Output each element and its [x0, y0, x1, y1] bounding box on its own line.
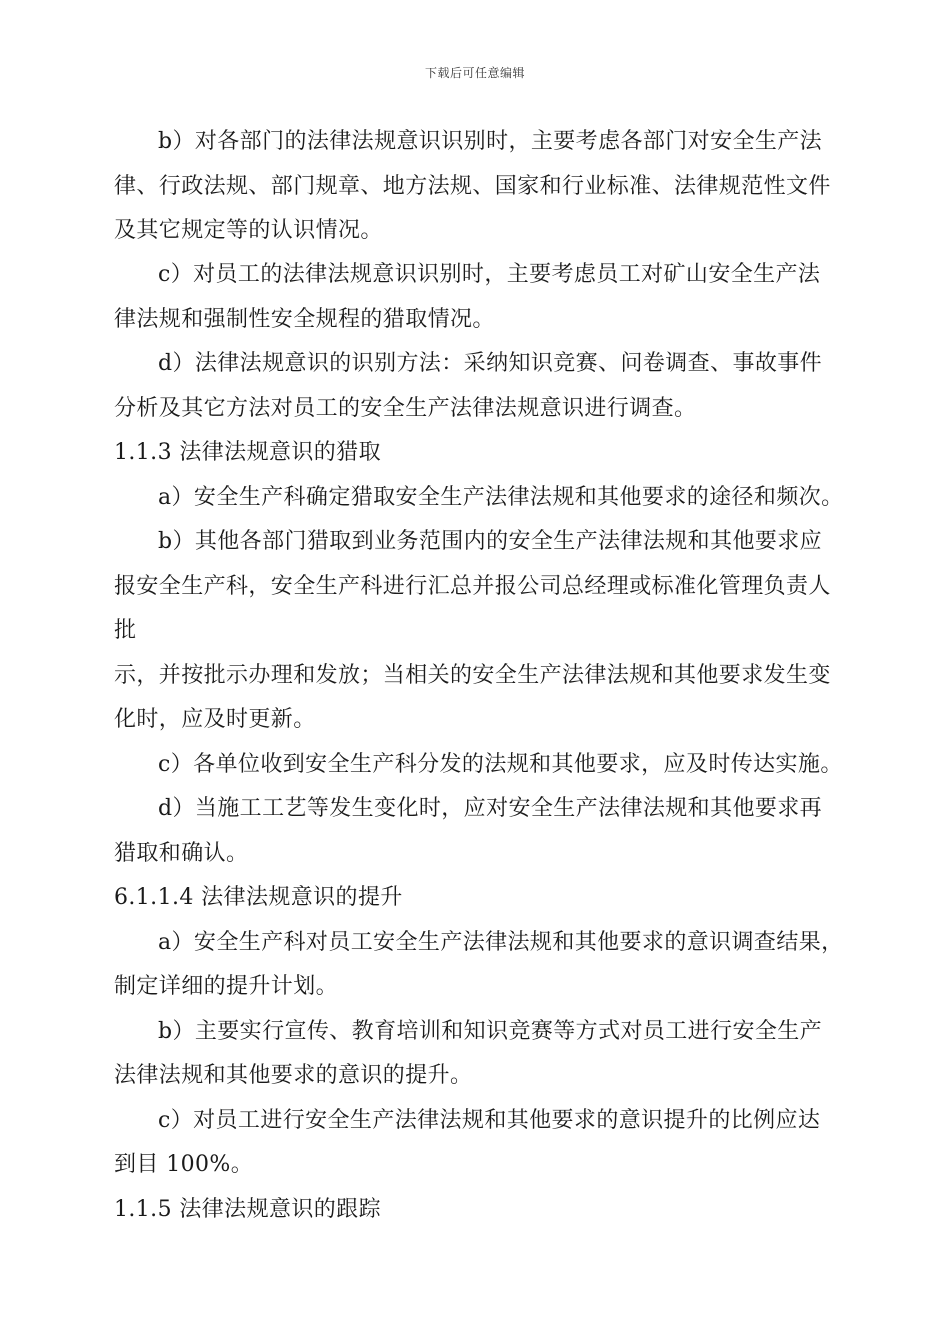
text-line: 猎取和确认。: [114, 841, 249, 866]
text-line: 示，并按批示办理和发放；当相关的安全生产法律法规和其他要求发生变: [114, 663, 831, 688]
text-line: 法律法规和其他要求的意识的提升。: [114, 1063, 473, 1088]
text-line: 化时，应及时更新。: [114, 707, 316, 732]
text-line: 制定详细的提升计划。: [114, 974, 339, 999]
text-line: a）安全生产科对员工安全生产法律法规和其他要求的意识调查结果，: [158, 930, 844, 955]
text-line: c）对员工的法律法规意识识别时，主要考虑员工对矿山安全生产法: [158, 262, 821, 287]
text-line: c）对员工进行安全生产法律法规和其他要求的意识提升的比例应达: [158, 1108, 821, 1133]
text-line: 律法规和强制性安全规程的猎取情况。: [114, 307, 495, 332]
text-line: d）法律法规意识的识别方法：采纳知识竞赛、问卷调查、事故事件: [158, 351, 823, 376]
text-line: d）当施工工艺等发生变化时，应对安全生产法律法规和其他要求再: [158, 796, 823, 821]
text-line: 分析及其它方法对员工的安全生产法律法规意识进行调查。: [114, 396, 697, 421]
section-heading: 1.1.3 法律法规意识的猎取: [114, 440, 381, 465]
text-line: b）对各部门的法律法规意识识别时，主要考虑各部门对安全生产法: [158, 129, 823, 154]
text-line: 及其它规定等的认识情况。: [114, 218, 383, 243]
page-header: 下载后可任意编辑: [424, 66, 525, 80]
text-line: a）安全生产科确定猎取安全生产法律法规和其他要求的途径和频次。: [158, 485, 844, 510]
text-line: 到目 100%。: [114, 1152, 254, 1177]
section-heading: 6.1.1.4 法律法规意识的提升: [114, 885, 403, 910]
text-line: b）主要实行宣传、教育培训和知识竞赛等方式对员工进行安全生产: [158, 1019, 823, 1044]
text-line: 报安全生产科，安全生产科进行汇总并报公司总经理或标准化管理负责人: [114, 574, 831, 599]
section-heading: 1.1.5 法律法规意识的跟踪: [114, 1197, 381, 1222]
text-line: c）各单位收到安全生产科分发的法规和其他要求，应及时传达实施。: [158, 752, 843, 777]
text-line: b）其他各部门猎取到业务范围内的安全生产法律法规和其他要求应: [158, 529, 823, 554]
text-line: 批: [114, 618, 137, 643]
text-line: 律、行政法规、部门规章、地方法规、国家和行业标准、法律规范性文件: [114, 174, 831, 199]
